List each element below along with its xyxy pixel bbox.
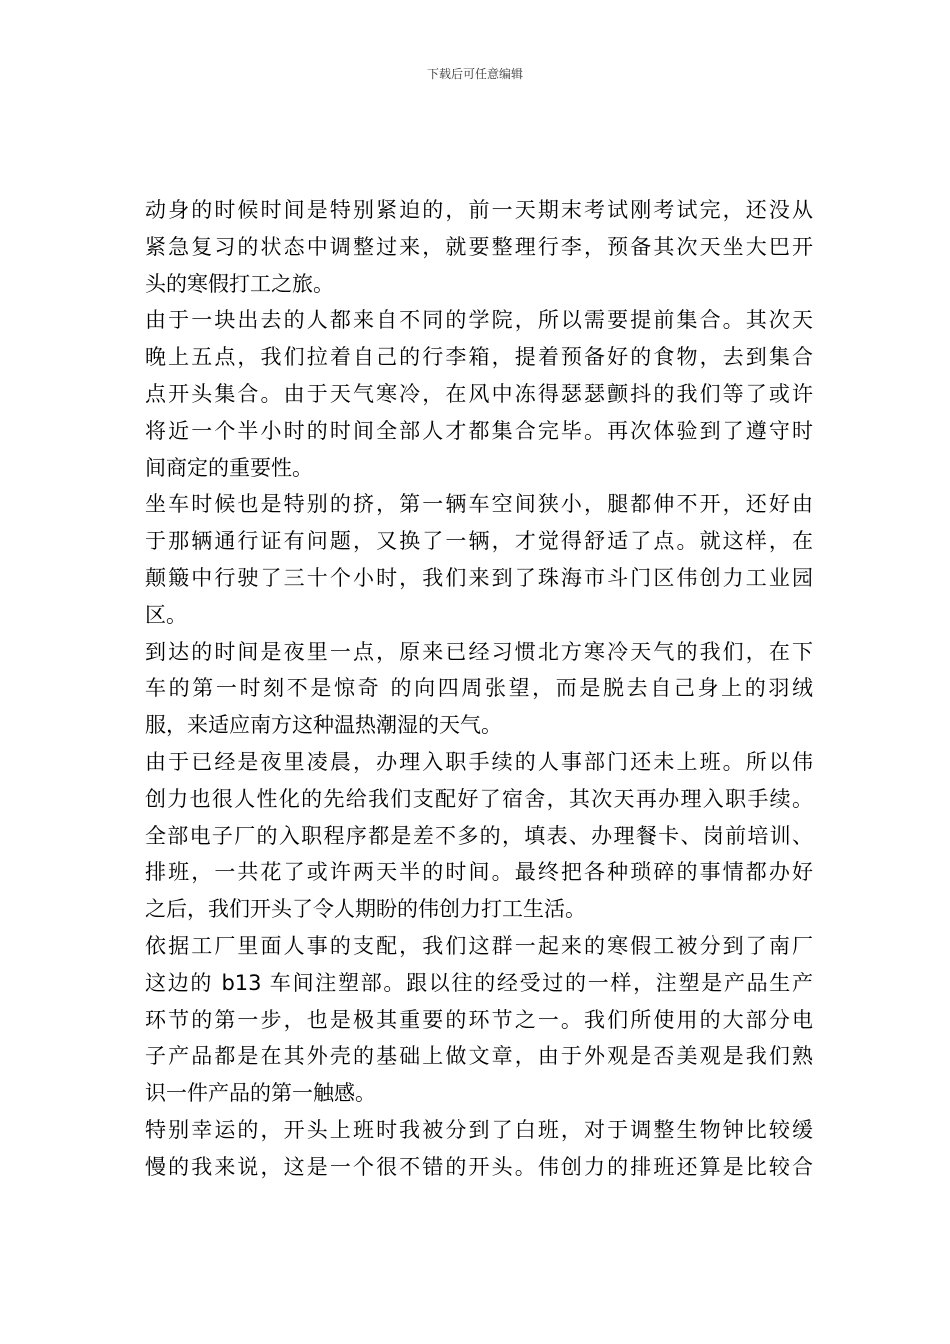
text-line: 颠簸中行驶了三十个小时，我们来到了珠海市斗门区伟创力工业园 xyxy=(145,565,813,590)
text-line: 动身的时候时间是特别紧迫的，前一天期末考试刚考试完，还没从 xyxy=(145,198,813,222)
text-line: 全部电子厂的入职程序都是差不多的，填表、办理餐卡、岗前培训、 xyxy=(145,823,813,848)
text-line: 之后，我们开头了令人期盼的伟创力打工生活。 xyxy=(145,897,586,922)
text-line: 车的第一时刻不是惊奇 的向四周张望，而是脱去自己身上的羽绒 xyxy=(145,676,813,701)
text-line: 将近一个半小时的时间全部人才都集合完毕。再次体验到了遵守时 xyxy=(145,418,813,443)
text-line: 环节的第一步，也是极其重要的环节之一。我们所使用的大部分电 xyxy=(145,1007,813,1032)
text-line: 点开头集合。由于天气寒冷，在风中冻得瑟瑟颤抖的我们等了或许 xyxy=(145,381,813,406)
text-line: 特别幸运的，开头上班时我被分到了白班，对于调整生物钟比较缓 xyxy=(145,1117,813,1142)
text-line: 间商定的重要性。 xyxy=(145,455,313,480)
text-line: 这边的 b13 车间注塑部。跟以往的经受过的一样，注塑是产品生产 xyxy=(145,970,813,995)
text-line: 由于已经是夜里凌晨，办理入职手续的人事部门还未上班。所以伟 xyxy=(145,749,813,774)
text-line: 依据工厂里面人事的支配，我们这群一起来的寒假工被分到了南厂 xyxy=(145,933,813,958)
text-line: 识一件产品的第一触感。 xyxy=(145,1081,376,1106)
text-line: 慢的我来说，这是一个很不错的开头。伟创力的排班还算是比较合 xyxy=(145,1154,813,1179)
body-text xyxy=(145,192,813,1186)
text-line: 于那辆通行证有问题，又换了一辆，才觉得舒适了点。就这样，在 xyxy=(145,529,813,554)
text-line: 晚上五点，我们拉着自己的行李箱，提着预备好的食物，去到集合 xyxy=(145,345,813,370)
text-line: 到达的时间是夜里一点，原来已经习惯北方寒冷天气的我们，在下 xyxy=(145,639,813,664)
text-line: 头的寒假打工之旅。 xyxy=(145,271,334,296)
text-line: 区。 xyxy=(145,602,187,627)
text-line: 坐车时候也是特别的挤，第一辆车空间狭小，腿都伸不开，还好由 xyxy=(145,492,813,517)
header-note: 下载后可任意编辑 xyxy=(426,67,523,81)
text-line: 排班，一共花了或许两天半的时间。最终把各种琐碎的事情都办好 xyxy=(145,860,813,885)
text-line: 创力也很人性化的先给我们支配好了宿舍，其次天再办理入职手续。 xyxy=(145,786,813,811)
text-line: 服，来适应南方这种温热潮湿的天气。 xyxy=(145,713,502,738)
text-line: 子产品都是在其外壳的基础上做文章，由于外观是否美观是我们熟 xyxy=(145,1044,813,1069)
text-line: 由于一块出去的人都来自不同的学院，所以需要提前集合。其次天 xyxy=(145,308,813,333)
text-line: 紧急复习的状态中调整过来，就要整理行李，预备其次天坐大巴开 xyxy=(145,234,813,259)
